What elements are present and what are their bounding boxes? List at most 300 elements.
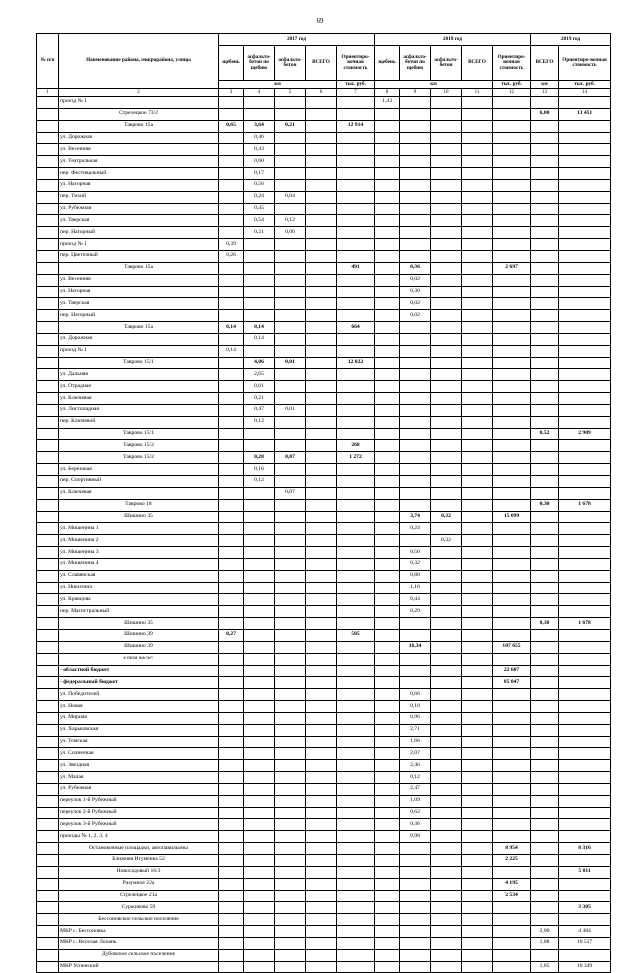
- cell-col-13: [531, 393, 559, 405]
- cell-col-12: 15 099: [493, 511, 531, 523]
- cell-col-7: [337, 227, 375, 239]
- cell-col-14: 8 316: [559, 843, 611, 855]
- cell-col-4: [244, 274, 275, 286]
- cell-col-14: [559, 487, 611, 499]
- cell-col-4: [244, 487, 275, 499]
- cell-col-4: [244, 855, 275, 867]
- cell-col-12: [493, 937, 531, 949]
- cell-col-6: [306, 724, 337, 736]
- cell-col-3: [219, 511, 244, 523]
- cell-col-4: [244, 547, 275, 559]
- cell-col-6: [306, 511, 337, 523]
- cell-col-3: [219, 843, 244, 855]
- cell-col-5: [275, 641, 306, 653]
- cell-col-5: [275, 511, 306, 523]
- cell-col-6: [306, 949, 337, 961]
- cell-col-11: [462, 215, 493, 227]
- cell-col-12: 22 607: [493, 665, 531, 677]
- row-number-cell: [37, 866, 59, 878]
- cell-col-3: [219, 665, 244, 677]
- cell-col-10: [431, 487, 462, 499]
- cell-col-10: [431, 345, 462, 357]
- cell-col-14: [559, 831, 611, 843]
- cell-col-13: [531, 902, 559, 914]
- table-row: [37, 902, 611, 914]
- cell-col-10: [431, 333, 462, 345]
- cell-col-12: [493, 926, 531, 938]
- row-number-cell: [37, 310, 59, 322]
- cell-col-3: [219, 606, 244, 618]
- cell-col-14: 2 909: [559, 428, 611, 440]
- cell-col-7: [337, 914, 375, 926]
- cell-col-5: 0,12: [275, 215, 306, 227]
- table-row: [37, 547, 611, 559]
- cell-col-4: [244, 618, 275, 630]
- row-number-cell: [37, 937, 59, 949]
- cell-col-13: [531, 843, 559, 855]
- cell-col-11: [462, 191, 493, 203]
- cell-col-8: [375, 191, 400, 203]
- cell-col-14: [559, 736, 611, 748]
- cell-col-10: [431, 179, 462, 191]
- cell-col-10: [431, 523, 462, 535]
- cell-col-6: [306, 369, 337, 381]
- cell-col-5: [275, 369, 306, 381]
- cell-col-3: [219, 132, 244, 144]
- table-row: [37, 487, 611, 499]
- cell-col-9: [400, 902, 431, 914]
- row-name: ул. Ключевая: [59, 393, 219, 405]
- cell-col-12: [493, 570, 531, 582]
- cell-col-5: [275, 381, 306, 393]
- cell-col-8: [375, 866, 400, 878]
- cell-col-10: [431, 772, 462, 784]
- column-number: 14: [559, 89, 611, 97]
- cell-col-10: [431, 357, 462, 369]
- cell-col-9: [400, 618, 431, 630]
- cell-col-4: [244, 961, 275, 973]
- cell-col-12: [493, 724, 531, 736]
- cell-col-5: [275, 476, 306, 488]
- cell-col-6: [306, 843, 337, 855]
- cell-col-7: [337, 772, 375, 784]
- cell-col-9: 0,50: [400, 547, 431, 559]
- row-number-cell: [37, 286, 59, 298]
- row-name: ул. Весенняя: [59, 274, 219, 286]
- row-name: Таврово 15а: [59, 120, 219, 132]
- cell-col-12: [493, 428, 531, 440]
- cell-col-6: [306, 783, 337, 795]
- cell-col-13: [531, 736, 559, 748]
- row-name: переулок 1-й Рубежный: [59, 795, 219, 807]
- cell-col-14: [559, 523, 611, 535]
- cell-col-12: [493, 404, 531, 416]
- cell-col-11: [462, 736, 493, 748]
- cell-col-14: [559, 440, 611, 452]
- table-row: [37, 665, 611, 677]
- cell-col-6: [306, 203, 337, 215]
- cell-col-5: [275, 795, 306, 807]
- cell-col-6: [306, 191, 337, 203]
- cell-col-4: [244, 286, 275, 298]
- cell-col-13: [531, 452, 559, 464]
- cell-col-8: [375, 926, 400, 938]
- table-row: [37, 440, 611, 452]
- cell-col-4: [244, 570, 275, 582]
- cell-col-11: [462, 239, 493, 251]
- row-name: Шишино 35: [59, 618, 219, 630]
- cell-col-9: 0,18: [400, 701, 431, 713]
- row-number-cell: [37, 416, 59, 428]
- cell-col-5: [275, 724, 306, 736]
- cell-col-5: [275, 203, 306, 215]
- row-name: переулок 3-й Рубежный: [59, 819, 219, 831]
- cell-col-3: [219, 298, 244, 310]
- cell-col-5: 0,01: [275, 404, 306, 416]
- cell-col-8: [375, 677, 400, 689]
- table-row: [37, 926, 611, 938]
- row-number-cell: [37, 487, 59, 499]
- cell-col-10: [431, 428, 462, 440]
- cell-col-4: 0,47: [244, 404, 275, 416]
- cell-col-4: [244, 558, 275, 570]
- cell-col-13: [531, 239, 559, 251]
- cell-col-5: [275, 262, 306, 274]
- cell-col-5: [275, 736, 306, 748]
- cell-col-3: [219, 783, 244, 795]
- cell-col-7: 268: [337, 440, 375, 452]
- cell-col-12: [493, 653, 531, 665]
- cell-col-12: [493, 168, 531, 180]
- row-name: МКР с. Бессоновка: [59, 926, 219, 938]
- column-number: 9: [400, 89, 431, 97]
- cell-col-3: [219, 819, 244, 831]
- row-name: ул. Мишенина 2: [59, 535, 219, 547]
- cell-col-9: [400, 629, 431, 641]
- cell-col-10: [431, 499, 462, 511]
- cell-col-13: [531, 783, 559, 795]
- row-number-cell: [37, 499, 59, 511]
- cell-col-6: [306, 760, 337, 772]
- cell-col-13: [531, 606, 559, 618]
- cell-col-7: [337, 795, 375, 807]
- cell-col-14: [559, 168, 611, 180]
- cell-col-11: [462, 322, 493, 334]
- row-number-cell: [37, 369, 59, 381]
- cell-col-5: [275, 783, 306, 795]
- header-asf: асфальто-бетон: [431, 46, 462, 81]
- cell-col-7: [337, 890, 375, 902]
- cell-col-9: [400, 120, 431, 132]
- cell-col-7: [337, 156, 375, 168]
- cell-col-6: [306, 239, 337, 251]
- cell-col-13: [531, 203, 559, 215]
- cell-col-9: [400, 97, 431, 109]
- cell-col-10: [431, 736, 462, 748]
- cell-col-10: [431, 843, 462, 855]
- row-name: Суржиково 59: [59, 902, 219, 914]
- table-row: [37, 701, 611, 713]
- cell-col-10: [431, 618, 462, 630]
- cell-col-8: [375, 298, 400, 310]
- cell-col-7: [337, 736, 375, 748]
- row-number-cell: [37, 902, 59, 914]
- cell-col-3: [219, 357, 244, 369]
- column-number: 8: [375, 89, 400, 97]
- row-number-cell: [37, 665, 59, 677]
- cell-col-11: [462, 262, 493, 274]
- cell-col-7: [337, 333, 375, 345]
- cell-col-6: [306, 937, 337, 949]
- cell-col-4: 0,60: [244, 156, 275, 168]
- cell-col-13: [531, 227, 559, 239]
- cell-col-7: [337, 203, 375, 215]
- cell-col-7: [337, 855, 375, 867]
- row-number-cell: [37, 914, 59, 926]
- cell-col-9: 2,07: [400, 748, 431, 760]
- cell-col-3: [219, 310, 244, 322]
- cell-col-11: [462, 428, 493, 440]
- row-name: ул. Мишенина 3: [59, 547, 219, 559]
- cell-col-12: [493, 594, 531, 606]
- cell-col-9: 2,46: [400, 760, 431, 772]
- row-number-cell: [37, 772, 59, 784]
- cell-col-3: [219, 191, 244, 203]
- cell-col-8: [375, 558, 400, 570]
- cell-col-7: [337, 701, 375, 713]
- table-row: [37, 250, 611, 262]
- cell-col-13: [531, 523, 559, 535]
- cell-col-4: 0,45: [244, 203, 275, 215]
- cell-col-5: [275, 855, 306, 867]
- cell-col-8: 1,43: [375, 97, 400, 109]
- cell-col-12: [493, 322, 531, 334]
- cell-col-6: [306, 428, 337, 440]
- cell-col-11: [462, 629, 493, 641]
- cell-col-9: 0,02: [400, 274, 431, 286]
- cell-col-10: [431, 570, 462, 582]
- cell-col-3: [219, 547, 244, 559]
- row-name: Таврово 15/1: [59, 357, 219, 369]
- unit-km: км: [219, 81, 337, 89]
- cell-col-13: [531, 97, 559, 109]
- cell-col-10: [431, 298, 462, 310]
- row-name: Таврово 15а: [59, 262, 219, 274]
- cell-col-13: [531, 772, 559, 784]
- cell-col-11: [462, 132, 493, 144]
- row-name: ул. Листопадная: [59, 404, 219, 416]
- row-name: - областной бюджет: [59, 665, 219, 677]
- table-row: [37, 843, 611, 855]
- cell-col-12: [493, 179, 531, 191]
- cell-col-7: [337, 819, 375, 831]
- row-name: пер. Тихий: [59, 191, 219, 203]
- cell-col-8: [375, 262, 400, 274]
- cell-col-14: [559, 393, 611, 405]
- header-vsego: ВСЕГО: [462, 46, 493, 81]
- table-row: [37, 641, 611, 653]
- cell-col-13: [531, 570, 559, 582]
- table-row: [37, 476, 611, 488]
- cell-col-5: [275, 961, 306, 973]
- cell-col-13: [531, 144, 559, 156]
- cell-col-3: [219, 961, 244, 973]
- row-number-cell: [37, 843, 59, 855]
- cell-col-14: [559, 404, 611, 416]
- cell-col-9: 0,96: [400, 712, 431, 724]
- cell-col-12: [493, 239, 531, 251]
- cell-col-3: [219, 523, 244, 535]
- cell-col-6: [306, 179, 337, 191]
- cell-col-12: 8 954: [493, 843, 531, 855]
- cell-col-6: [306, 487, 337, 499]
- cell-col-4: [244, 926, 275, 938]
- cell-col-8: [375, 582, 400, 594]
- cell-col-6: [306, 689, 337, 701]
- cell-col-7: 664: [337, 322, 375, 334]
- cell-col-8: [375, 618, 400, 630]
- cell-col-10: [431, 606, 462, 618]
- cell-col-9: [400, 428, 431, 440]
- row-name: ул. Весенняя: [59, 144, 219, 156]
- cell-col-3: [219, 452, 244, 464]
- cell-col-12: [493, 203, 531, 215]
- cell-col-12: [493, 108, 531, 120]
- cell-col-4: [244, 701, 275, 713]
- cell-col-9: [400, 416, 431, 428]
- cell-col-8: [375, 310, 400, 322]
- row-number-cell: [37, 97, 59, 109]
- cell-col-8: [375, 108, 400, 120]
- cell-col-6: [306, 772, 337, 784]
- cell-col-5: [275, 416, 306, 428]
- table-row: [37, 878, 611, 890]
- cell-col-3: [219, 701, 244, 713]
- cell-col-13: [531, 250, 559, 262]
- cell-col-7: [337, 144, 375, 156]
- cell-col-5: [275, 748, 306, 760]
- column-number: 3: [219, 89, 244, 97]
- cell-col-13: [531, 298, 559, 310]
- cell-col-9: [400, 132, 431, 144]
- cell-col-14: [559, 511, 611, 523]
- cell-col-11: [462, 819, 493, 831]
- cell-col-4: [244, 807, 275, 819]
- cell-col-11: [462, 855, 493, 867]
- cell-col-10: [431, 653, 462, 665]
- row-name: пер. Магистральный: [59, 606, 219, 618]
- cell-col-8: [375, 487, 400, 499]
- cell-col-8: [375, 499, 400, 511]
- cell-col-8: [375, 322, 400, 334]
- cell-col-7: [337, 831, 375, 843]
- cell-col-12: [493, 712, 531, 724]
- cell-col-11: [462, 558, 493, 570]
- cell-col-6: [306, 665, 337, 677]
- row-number-cell: [37, 855, 59, 867]
- cell-col-6: [306, 535, 337, 547]
- cell-col-11: [462, 286, 493, 298]
- cell-col-12: [493, 452, 531, 464]
- cell-col-11: [462, 961, 493, 973]
- row-name: Бессоновское сельское поселение: [59, 914, 219, 926]
- cell-col-10: [431, 665, 462, 677]
- cell-col-3: [219, 582, 244, 594]
- cell-col-9: [400, 653, 431, 665]
- cell-col-10: [431, 701, 462, 713]
- row-name: ул. Звездная: [59, 760, 219, 772]
- cell-col-11: [462, 523, 493, 535]
- cell-col-9: [400, 487, 431, 499]
- table-row: [37, 393, 611, 405]
- cell-col-7: [337, 949, 375, 961]
- cell-col-6: [306, 606, 337, 618]
- cell-col-13: 1,88: [531, 937, 559, 949]
- cell-col-7: [337, 250, 375, 262]
- cell-col-9: [400, 108, 431, 120]
- cell-col-11: [462, 866, 493, 878]
- cell-col-3: [219, 179, 244, 191]
- row-name: ул. Дорожная: [59, 132, 219, 144]
- cell-col-13: [531, 535, 559, 547]
- cell-col-9: [400, 843, 431, 855]
- cell-col-7: [337, 618, 375, 630]
- cell-col-13: [531, 819, 559, 831]
- row-name: проезд № 1: [59, 97, 219, 109]
- row-number-cell: [37, 156, 59, 168]
- cell-col-10: [431, 108, 462, 120]
- cell-col-5: [275, 843, 306, 855]
- cell-col-4: [244, 582, 275, 594]
- cell-col-11: [462, 748, 493, 760]
- cell-col-10: [431, 120, 462, 132]
- row-number-cell: [37, 831, 59, 843]
- unit-km: км: [531, 81, 559, 89]
- row-number-cell: [37, 274, 59, 286]
- cell-col-8: [375, 807, 400, 819]
- cell-col-9: [400, 855, 431, 867]
- row-number-cell: [37, 949, 59, 961]
- cell-col-3: [219, 535, 244, 547]
- cell-col-12: [493, 132, 531, 144]
- cell-col-5: 0,07: [275, 487, 306, 499]
- cell-col-11: [462, 476, 493, 488]
- cell-col-3: 0,14: [219, 322, 244, 334]
- cell-col-9: 0,36: [400, 819, 431, 831]
- cell-col-5: [275, 819, 306, 831]
- cell-col-13: [531, 404, 559, 416]
- cell-col-14: [559, 286, 611, 298]
- cell-col-7: 12 914: [337, 120, 375, 132]
- cell-col-11: [462, 653, 493, 665]
- cell-col-11: [462, 274, 493, 286]
- column-number: 10: [431, 89, 462, 97]
- cell-col-13: 0,52: [531, 428, 559, 440]
- cell-col-14: [559, 262, 611, 274]
- cell-col-5: [275, 890, 306, 902]
- cell-col-6: [306, 499, 337, 511]
- page-number: 69: [316, 17, 324, 25]
- cell-col-7: [337, 843, 375, 855]
- header-scheben: щебень: [375, 46, 400, 81]
- cell-col-10: [431, 416, 462, 428]
- cell-col-4: [244, 239, 275, 251]
- row-name: ул. Славянская: [59, 570, 219, 582]
- cell-col-10: [431, 914, 462, 926]
- cell-col-12: [493, 310, 531, 322]
- row-name: ул. Кравцова: [59, 594, 219, 606]
- row-number-cell: [37, 428, 59, 440]
